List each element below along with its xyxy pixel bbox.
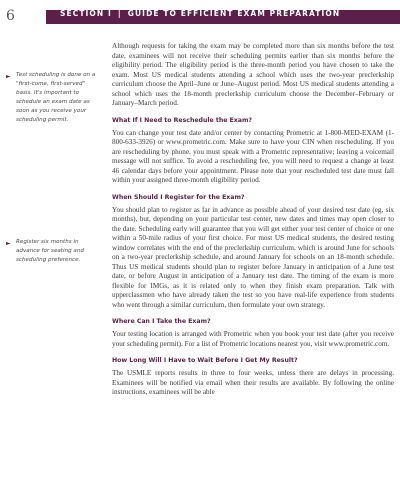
header-separator: |: [117, 9, 122, 18]
sidenote-text: Register six months in advance for seating and scheduling preference.: [16, 239, 84, 263]
arrow-right-icon: ►: [6, 73, 11, 80]
intro-paragraph: Although requests for taking the exam may be completed more than six months before the test date, examinees will not receive their scheduling permits earlier than six months before the eligibility period. The eligibility period is the three-month period you have chosen to take the exam. Most US medical students attending a school which uses the two-year preclerkship curriculum choose the April–June or June–August period. Most US medical students attending a school which uses the 18-month preclerkship curriculum choose the December–February or January–March period.: [112, 42, 394, 107]
where-heading: Where Can I Take the Exam?: [112, 318, 211, 325]
page-number: 6: [6, 8, 15, 24]
sidenote-text: Test scheduling is done on a "first-come, first-served" basis. It's important to schedule an exam date as soon as you receive your scheduling permit.: [16, 72, 96, 123]
reschedule-heading: What If I Need to Reschedule the Exam?: [112, 116, 253, 124]
running-header: [0, 6, 400, 28]
header-title: [60, 9, 340, 18]
sidenote-scheduling: [6, 71, 99, 125]
section-title: GUIDE TO EFFICIENT EXAM PREPARATION: [127, 9, 341, 18]
results-paragraph: The USMLE reports results in three to four weeks, unless there are delays in processing. Examinees will be notified via email when their results are available. By following the online instructions, examinees will be able: [112, 369, 394, 396]
when-register-heading: When Should I Register for the Exam?: [112, 193, 245, 201]
section-label: SECTION I: [60, 9, 112, 18]
arrow-right-icon: ►: [6, 240, 11, 247]
sidenote-register: [6, 238, 99, 265]
when-register-paragraph: You should plan to register as far in advance as possible ahead of your desired test date (eg, six months), but, depending on your particular test center, new dates and times may open closer to the date. Scheduling early will guarantee that you will get either your test center of choice or one within a 50-mile radius of your first choice. For most US medical students, the desired testing window correlates with the end of the preclerkship curriculum, which is around June for schools on a two-year preclerkship schedule, and around January for schools on an 18-month schedule. Thus US medical students should plan to register before January in anticipation of a June test date, or before August in anticipation of a January test date. The timing of the exam is more flexible for IMGs, as it is related only to when they finish exam preparation. Talk with upperclassmen who have already taken the test so you have real-life experience from students who went through a similar curriculum, then formulate your own strategy.: [112, 205, 394, 309]
main-text-column: [112, 42, 394, 398]
reschedule-paragraph: You can change your test date and/or center by contacting Prometric at 1-800-MED-EXAM (1-800-633-3926) or www.prometric.com. Make sure to have your CIN when rescheduling. If you are rescheduling by phone, you must speak with a Prometric representative; leaving a voicemail message will not suffice. To avoid a rescheduling fee, you will need to request a change at least 46 calendar days before your appointment. Please note that your rescheduled test date must fall within your assigned three-month eligibility period.: [112, 128, 394, 184]
results-heading: How Long Will I Have to Wait Before I Get My Result?: [112, 357, 298, 364]
where-paragraph: Your testing location is arranged with Prometric when you book your test date (after you receive your scheduling permit). For a list of Prometric locations nearest you, visit www.prometric.com.: [112, 330, 394, 348]
